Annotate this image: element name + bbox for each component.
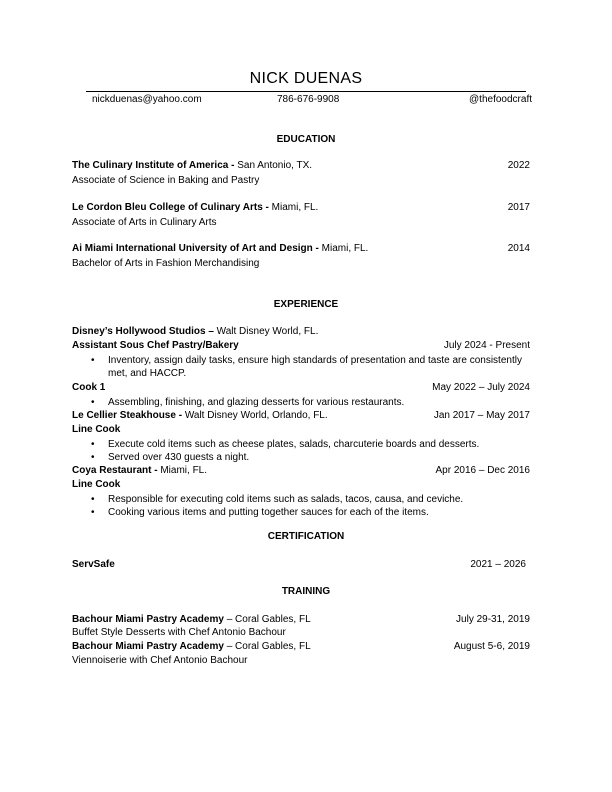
certification-name: ServSafe — [72, 559, 115, 570]
education-year: 2017 — [507, 202, 530, 213]
social-handle: @thefoodcraft — [469, 94, 532, 105]
school-name: Ai Miami International University of Art and Design - — [72, 243, 319, 254]
employer-line — [72, 410, 328, 422]
phone-text: 786-676-9908 — [277, 94, 340, 105]
education-heading: EDUCATION — [276, 134, 336, 145]
certification-dates: 2021 – 2026 — [470, 559, 526, 570]
job-dates: May 2022 – July 2024 — [432, 382, 530, 393]
bullet-item: • Cooking various items and putting together sauces for each of the items. — [72, 506, 532, 519]
training-line — [72, 641, 311, 653]
job-dates: Jan 2017 – May 2017 — [433, 410, 530, 421]
school-location: San Antonio, TX. — [234, 160, 313, 171]
job-dates: July 2024 - Present — [443, 340, 530, 351]
school-name: The Culinary Institute of America - — [72, 160, 235, 171]
bullet-item: • Assembling, finishing, and glazing desserts for various restaurants. — [72, 396, 532, 409]
job-bullets — [72, 493, 532, 519]
job-bullets — [72, 396, 532, 409]
training-course: Buffet Style Desserts with Chef Antonio Bachour — [72, 627, 286, 638]
employer-name: Le Cellier Steakhouse - — [72, 410, 183, 421]
training-line — [72, 614, 311, 626]
training-heading: TRAINING — [281, 586, 331, 597]
candidate-name: NICK DUENAS — [249, 70, 363, 87]
job-title: Cook 1 — [72, 382, 106, 393]
job-bullets — [72, 438, 532, 464]
header-rule — [86, 91, 526, 92]
certification-heading: CERTIFICATION — [267, 531, 345, 542]
employer-location: Walt Disney World, Orlando, FL. — [182, 410, 328, 421]
school-location: Miami, FL. — [318, 243, 369, 254]
education-year: 2022 — [507, 160, 530, 171]
training-course: Viennoiserie with Chef Antonio Bachour — [72, 655, 248, 666]
academy-name: Bachour Miami Pastry Academy — [72, 641, 224, 652]
academy-location: – Coral Gables, FL — [223, 641, 311, 652]
education-school — [72, 160, 312, 172]
email-text: nickduenas@yahoo.com — [92, 94, 202, 105]
employer-location: Miami, FL. — [157, 465, 208, 476]
academy-name: Bachour Miami Pastry Academy — [72, 614, 224, 625]
job-title: Assistant Sous Chef Pastry/Bakery — [72, 340, 239, 351]
training-dates: July 29-31, 2019 — [456, 614, 530, 625]
experience-heading: EXPERIENCE — [273, 299, 339, 310]
job-dates: Apr 2016 – Dec 2016 — [435, 465, 530, 476]
employer-location: Walt Disney World, FL. — [213, 326, 319, 337]
job-title: Line Cook — [72, 479, 121, 490]
job-title: Line Cook — [72, 424, 121, 435]
education-school — [72, 243, 368, 255]
bullet-item: • Execute cold items such as cheese plates, salads, charcuterie boards and desserts. — [72, 438, 532, 451]
education-degree: Bachelor of Arts in Fashion Merchandising — [72, 258, 260, 269]
training-dates: August 5-6, 2019 — [453, 641, 530, 652]
bullet-item: • Responsible for executing cold items such as salads, tacos, causa, and ceviche. — [72, 493, 532, 506]
bullet-item: • Served over 430 guests a night. — [72, 451, 532, 464]
education-year: 2014 — [507, 243, 530, 254]
employer-name: Disney’s Hollywood Studios – — [72, 326, 214, 337]
school-location: Miami, FL. — [268, 202, 319, 213]
academy-location: – Coral Gables, FL — [223, 614, 311, 625]
bullet-item: • Inventory, assign daily tasks, ensure high standards of presentation and taste are consistently met, and HACCP. — [72, 354, 532, 380]
job-bullets — [72, 354, 532, 380]
employer-line — [72, 326, 318, 338]
employer-line — [72, 465, 207, 477]
education-degree: Associate of Arts in Culinary Arts — [72, 217, 217, 228]
education-school — [72, 202, 318, 214]
education-degree: Associate of Science in Baking and Pastry — [72, 175, 260, 186]
employer-name: Coya Restaurant - — [72, 465, 158, 476]
school-name: Le Cordon Bleu College of Culinary Arts - — [72, 202, 269, 213]
